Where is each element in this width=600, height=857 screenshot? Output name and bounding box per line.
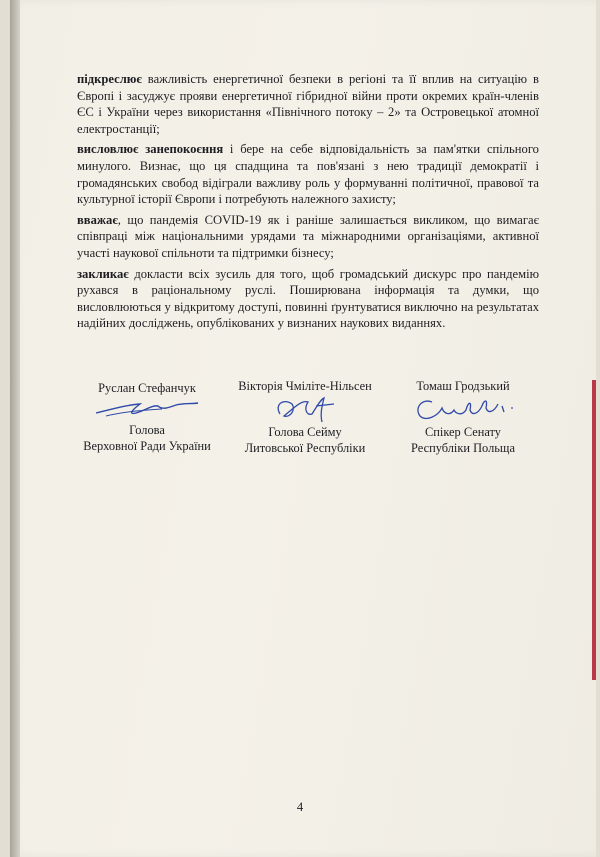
paragraph-text: докласти всіх зусиль для того, щоб громадський дискурс про пандемію рухався в раціональному руслі. Поширювана інформація та думки, що висловлюються у відкритому доступі, повинні ґрунтуватися виключно на результатах надійних досліджень, опублікованих у визнаних наукових виданнях. [77, 266, 539, 331]
paragraph-lead: підкреслює [77, 72, 142, 86]
signatory-title-line2: Республіки Польща [411, 441, 515, 455]
page-edge-marker [592, 380, 596, 680]
signature-image [250, 394, 360, 424]
signature-image [398, 394, 528, 424]
signatory-title-line2: Литовської Республіки [244, 441, 366, 455]
signature-image [92, 396, 202, 422]
paragraph-energy-security [77, 71, 539, 137]
paragraph-text: важливість енергетичної безпеки в регіоні та її вплив на ситуацію в Європі і засуджує прояви енергетичної гібридної війни проти окремих країн-членів ЄС і України через використання «Північного потоку – 2» та Островецької атомної електростанції; [77, 72, 539, 136]
signatory-stefanchuk [72, 380, 222, 454]
signatory-name: Вікторія Чміліте-Нільсен [238, 379, 372, 393]
page-binding-shadow [10, 0, 20, 857]
signatory-name: Руслан Стефанчук [98, 381, 196, 395]
signatory-title-line1: Голова [129, 423, 165, 437]
signatory-grodzki [388, 378, 538, 456]
signatory-name: Томаш Гродзький [416, 379, 510, 393]
paragraph-lead: закликає [77, 266, 129, 281]
signatory-title-line1: Спікер Сенату [424, 425, 501, 439]
paragraph-lead: висловлює занепокоєння [77, 142, 224, 157]
resolution-body [77, 71, 539, 336]
paragraph-text: , що пандемія COVID-19 як і раніше залишається викликом, що вимагає співпраці між національними урядами та міжнародними організаціями, активної участі наукової спільноти та підтримки бізнесу; [77, 212, 539, 260]
paragraph-covid [77, 212, 539, 262]
signatory-title-line1: Голова Сейму [268, 425, 342, 439]
paragraph-text: і бере на себе відповідальність за пам'ятки спільного минулого. Визнає, що ця спадщина та пов'язані з нею традиції демократії і громадянських свобод відіграли важливу роль у формуванні політичної, правової та культурної історії Європи і потребують належного захисту; [77, 142, 539, 207]
paragraph-lead: вважає [77, 212, 118, 227]
paragraph-public-discourse [77, 266, 539, 332]
signatory-title-line2: Верховної Ради України [83, 439, 211, 453]
paragraph-heritage [77, 141, 539, 207]
page-number: 4 [296, 800, 304, 814]
signatory-cmilyte-nielsen [230, 378, 380, 456]
